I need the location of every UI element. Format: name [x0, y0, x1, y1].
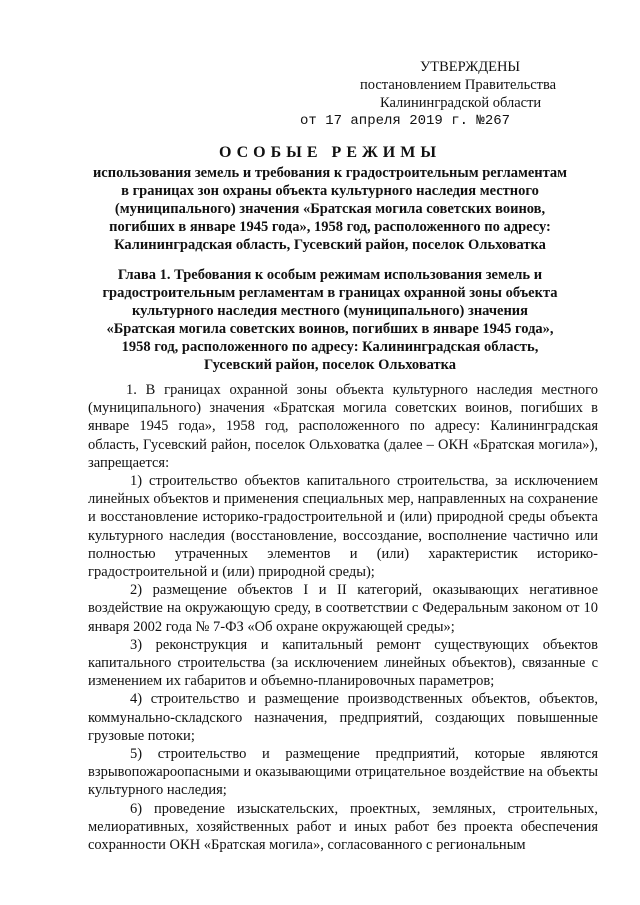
title-line: в границах зон охраны объекта культурного наследия местного — [121, 183, 539, 199]
paragraph-1: 1. В границах охранной зоны объекта культурного наследия местного (муниципального) значения «Братская могила советских воинов, погибших в январе 1945 года», 1958 год, расположенного по адресу: Калининградская область, Гусевский район, поселок Ольховатка (далее – ОКН «Братская могила»), запрещается: — [88, 382, 598, 471]
chapter-line: градостроительным регламентам в границах охранной зоны объекта — [102, 285, 558, 301]
approval-block — [300, 58, 600, 130]
chapter-line: Гусевский район, поселок Ольховатка — [203, 357, 457, 373]
document-body — [88, 381, 598, 854]
approval-date-number: от 17 апреля 2019 г. №267 — [300, 113, 511, 129]
approval-line-3: Калининградской области — [380, 95, 542, 111]
paragraph-item-3: 3) реконструкция и капитальный ремонт существующих объектов капитального строительства (за исключением линейных объектов), связанные с изменением их габаритов и объемно-планировочных параметров; — [88, 636, 598, 690]
chapter-heading — [60, 266, 600, 374]
title-line: Калининградская область, Гусевский район, поселок Ольховатка — [114, 237, 546, 253]
chapter-line: «Братская могила советских воинов, погибших в январе 1945 года», — [106, 321, 554, 337]
paragraph-item-1: 1) строительство объектов капитального строительства, за исключением линейных объектов и применения специальных мер, направленных на сохранение и восстановление историко-градостроительной и (или) природной среды объекта культурного наследия (восстановление, воссоздание, восполнение частично или полностью утраченных элементов и (или) характеристик историко-градостроительной и (или) природной среды); — [88, 473, 598, 581]
approval-heading: УТВЕРЖДЕНЫ — [420, 59, 521, 75]
paragraph-item-2: 2) размещение объектов I и II категорий, оказывающих негативное воздействие на окружающую среду, в соответствии с Федеральным законом от 10 января 2002 года № 7-ФЗ «Об охране окружающей среды»; — [88, 582, 598, 635]
chapter-line: 1958 год, расположенного по адресу: Калининградская область, — [121, 339, 539, 355]
chapter-line: Глава 1. Требования к особым режимам использования земель и — [117, 267, 543, 283]
title-line: погибших в январе 1945 года», 1958 год, расположенного по адресу: — [109, 219, 551, 235]
chapter-line: культурного наследия местного (муниципального) значения — [131, 303, 529, 319]
paragraph-item-5: 5) строительство и размещение предприятий, которые являются взрывопожароопасными и оказывающими отрицательное воздействие на объекты культурного наследия; — [88, 746, 598, 799]
document-title — [60, 144, 600, 254]
approval-line-2: постановлением Правительства — [360, 77, 557, 93]
paragraph-item-6: 6) проведение изыскательских, проектных, земляных, строительных, мелиоративных, хозяйственных работ и иных работ без проекта обеспечения сохранности ОКН «Братская могила», согласованного с региональным — [88, 800, 598, 854]
title-line: (муниципального) значения «Братская могила советских воинов, — [114, 201, 546, 217]
paragraph-item-4: 4) строительство и размещение производственных объектов, объектов, коммунально-складского назначения, предприятий, создающих повышенные грузовые потоки; — [88, 691, 598, 744]
title-line: использования земель и требования к градостроительным регламентам — [92, 165, 568, 181]
title-heading: ОСОБЫЕ РЕЖИМЫ — [218, 144, 442, 161]
